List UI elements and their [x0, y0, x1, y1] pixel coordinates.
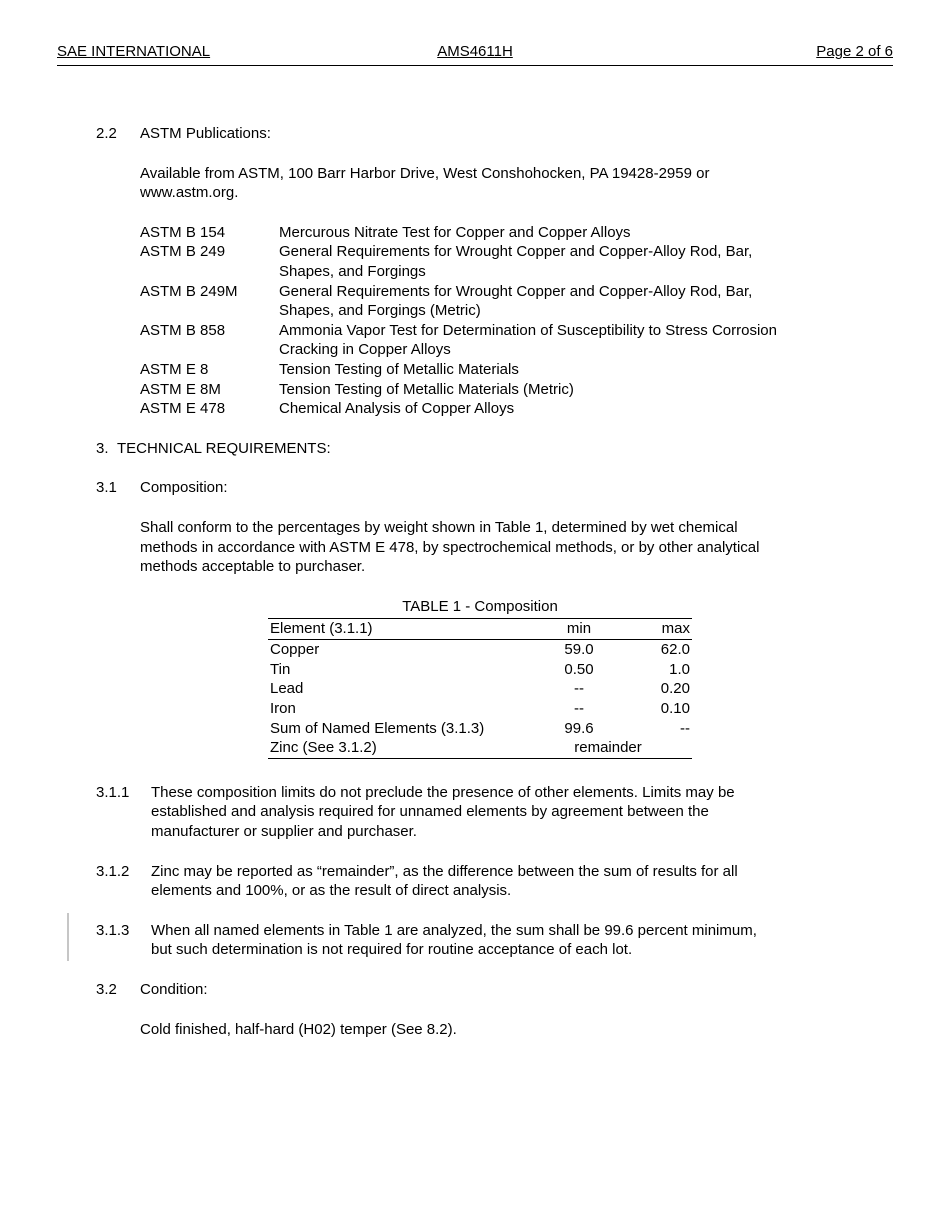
reference-title-line: Shapes, and Forgings (Metric): [279, 302, 481, 320]
reference-title-line: Mercurous Nitrate Test for Copper and Copper Alloys: [279, 223, 631, 241]
paragraph-line: Cold finished, half-hard (H02) temper (See 8.2).: [140, 1020, 457, 1038]
paragraph-line: Shall conform to the percentages by weight shown in Table 1, determined by wet chemical: [140, 518, 738, 536]
section-title: TECHNICAL REQUIREMENTS:: [117, 439, 331, 457]
paragraph-line: Zinc may be reported as “remainder”, as the difference between the sum of results for all: [151, 862, 738, 880]
header-page-number: Page 2 of 6: [816, 43, 893, 60]
reference-title: [279, 360, 893, 380]
paragraph-line: methods acceptable to purchaser.: [140, 558, 366, 576]
document-body: [96, 65, 893, 1039]
table-1-header-row: [268, 619, 692, 640]
reference-designation: ASTM B 249: [140, 243, 226, 261]
table-row: [268, 660, 692, 680]
section-number: 3.1.1: [96, 783, 130, 801]
paragraph-line: manufacturer or supplier and purchaser.: [151, 823, 417, 841]
table-row: [268, 738, 692, 758]
reference-designation: ASTM B 858: [140, 321, 226, 339]
reference-row: [140, 360, 893, 380]
astm-reference-list: [140, 223, 893, 419]
section-number: 3.1.2: [96, 862, 130, 880]
paragraph-line: These composition limits do not preclude the presence of other elements. Limits may be: [151, 783, 735, 801]
section-3-1-3: [96, 921, 893, 960]
reference-designation: ASTM B 249M: [140, 282, 238, 300]
cell-max: 62.0: [660, 641, 690, 659]
cell-min: 99.6: [564, 719, 594, 737]
cell-min: 59.0: [564, 641, 594, 659]
composition-paragraph: [140, 518, 893, 577]
reference-title-line: Cracking in Copper Alloys: [279, 341, 451, 359]
reference-title-line: Tension Testing of Metallic Materials: [279, 360, 519, 378]
table-1-col-max: max: [661, 620, 690, 638]
cell-element: Tin: [270, 660, 291, 678]
revision-change-bar: [67, 913, 69, 961]
condition-paragraph: [140, 1020, 893, 1040]
header-document-number: AMS4611H: [437, 43, 513, 60]
section-3-1-1: [96, 783, 893, 842]
section-paragraph: [151, 921, 893, 960]
section-paragraph: [151, 862, 893, 901]
cell-min: --: [574, 700, 584, 718]
table-1: [268, 618, 692, 759]
section-number: 2.2: [96, 125, 117, 142]
table-row: [268, 679, 692, 699]
section-number: 3.1: [96, 479, 117, 497]
reference-designation: ASTM E 478: [140, 400, 226, 418]
table-1-col-min: min: [566, 620, 592, 638]
section-title: ASTM Publications:: [140, 125, 271, 142]
paragraph-line: but such determination is not required for routine acceptance of each lot.: [151, 941, 633, 959]
astm-availability-paragraph: [140, 164, 893, 203]
reference-title-line: Chemical Analysis of Copper Alloys: [279, 400, 515, 418]
header-organization: SAE INTERNATIONAL: [57, 43, 211, 60]
reference-designation: ASTM E 8: [140, 360, 209, 378]
reference-title: [279, 242, 893, 281]
section-3-heading: [96, 439, 893, 459]
section-paragraph: [151, 783, 893, 842]
table-1-col-element: Element (3.1.1): [270, 620, 373, 638]
reference-title-line: General Requirements for Wrought Copper and Copper-Alloy Rod, Bar,: [279, 243, 753, 261]
cell-remainder: remainder: [574, 739, 642, 757]
section-title: Composition:: [140, 479, 228, 497]
reference-title-line: Tension Testing of Metallic Materials (Metric): [279, 380, 574, 398]
cell-max: --: [680, 719, 690, 737]
paragraph-line: Available from ASTM, 100 Barr Harbor Drive, West Conshohocken, PA 19428-2959 or: [140, 164, 710, 182]
cell-element: Iron: [270, 700, 296, 718]
cell-element: Zinc (See 3.1.2): [270, 739, 377, 757]
reference-row: [140, 223, 893, 243]
table-row: [268, 640, 692, 660]
paragraph-line: methods in accordance with ASTM E 478, by spectrochemical methods, or by other analytical: [140, 538, 760, 556]
reference-title: [279, 282, 893, 321]
reference-designation: ASTM B 154: [140, 223, 226, 241]
reference-title: [279, 399, 893, 419]
paragraph-line: www.astm.org.: [140, 184, 239, 202]
reference-title: [279, 223, 893, 243]
cell-min: --: [574, 680, 584, 698]
page-header: [57, 42, 893, 66]
reference-row: [140, 282, 893, 321]
section-title: Condition:: [140, 981, 208, 998]
reference-row: [140, 242, 893, 281]
paragraph-line: When all named elements in Table 1 are analyzed, the sum shall be 99.6 percent minimum,: [151, 921, 757, 939]
table-row: [268, 719, 692, 739]
cell-min: 0.50: [564, 660, 594, 678]
reference-row: [140, 380, 893, 400]
section-3-1-2: [96, 862, 893, 901]
section-2-2-heading: [96, 124, 893, 144]
reference-row: [140, 399, 893, 419]
cell-element: Sum of Named Elements (3.1.3): [270, 719, 485, 737]
paragraph-line: elements and 100%, or as the result of direct analysis.: [151, 882, 512, 900]
section-3-2-heading: [96, 980, 893, 1000]
section-number: 3.1.3: [96, 921, 130, 939]
cell-element: Lead: [270, 680, 304, 698]
cell-max: 0.10: [660, 700, 690, 718]
cell-max: 1.0: [669, 660, 690, 678]
reference-title: [279, 321, 893, 360]
reference-designation: ASTM E 8M: [140, 380, 221, 398]
reference-row: [140, 321, 893, 360]
section-number: 3.2: [96, 981, 117, 998]
table-1-title: TABLE 1 - Composition: [402, 597, 558, 615]
section-number: 3.: [96, 439, 109, 457]
cell-element: Copper: [270, 641, 320, 659]
cell-max: 0.20: [660, 680, 690, 698]
table-row: [268, 699, 692, 719]
paragraph-line: established and analysis required for unnamed elements by agreement between the: [151, 803, 709, 821]
section-3-1-heading: [96, 478, 893, 498]
reference-title-line: Shapes, and Forgings: [279, 262, 426, 280]
reference-title-line: General Requirements for Wrought Copper and Copper-Alloy Rod, Bar,: [279, 282, 753, 300]
reference-title-line: Ammonia Vapor Test for Determination of Susceptibility to Stress Corrosion: [279, 321, 777, 339]
reference-title: [279, 380, 893, 400]
